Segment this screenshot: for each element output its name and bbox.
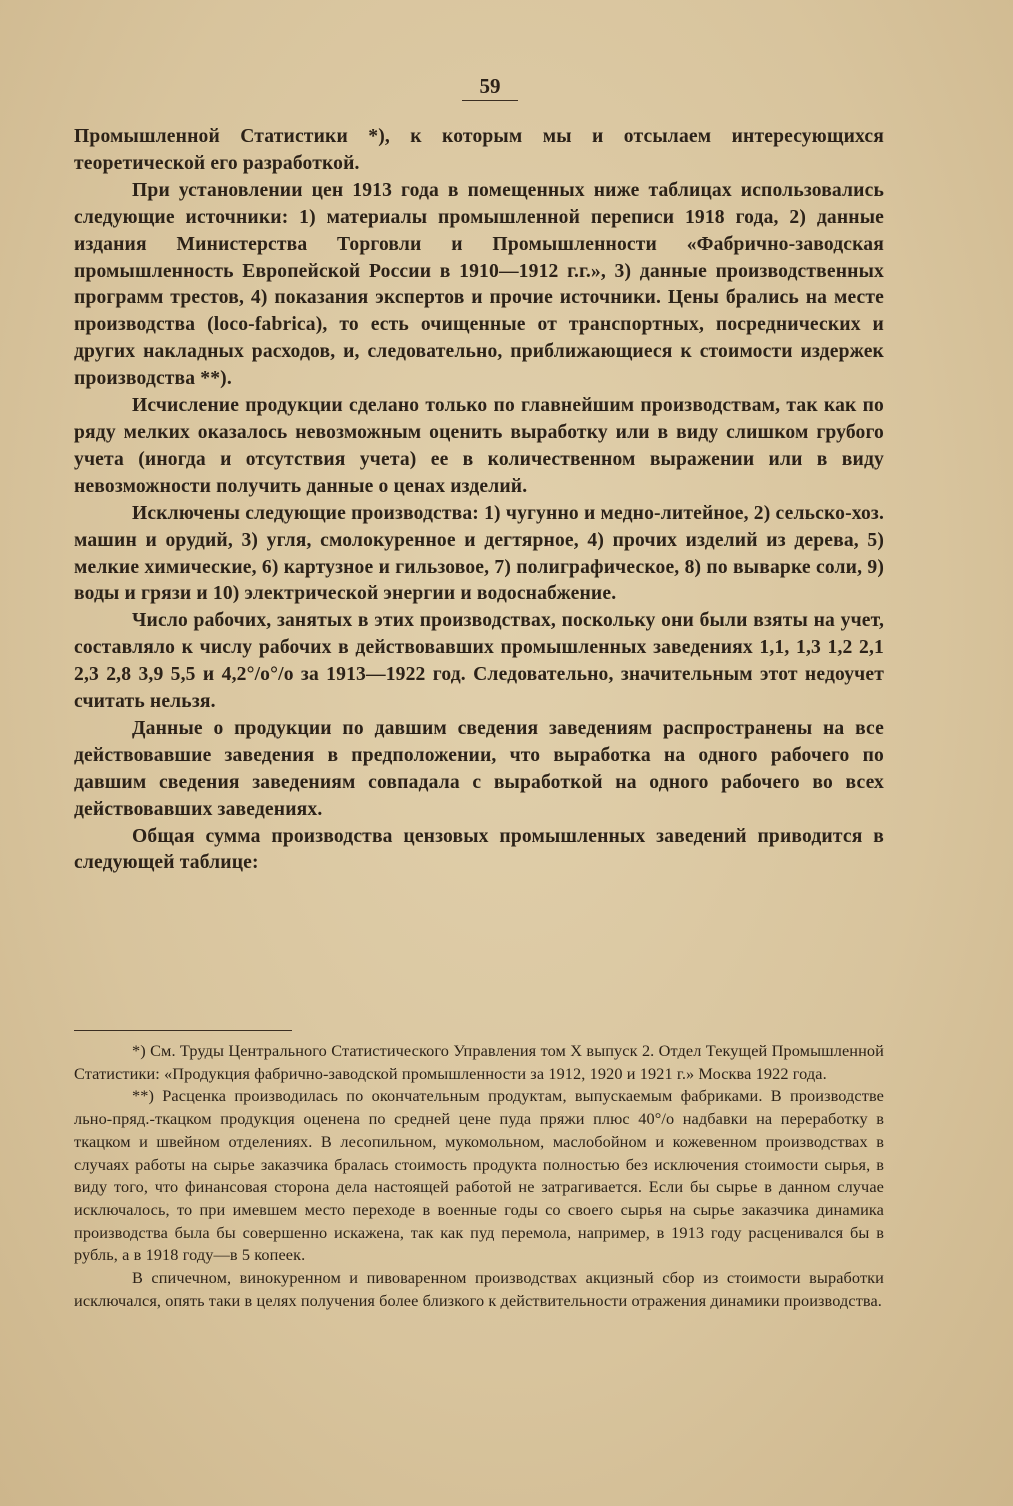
paragraph: Промышленной Статистики *), к которым мы и отсылаем интересующихся теоретической его разработкой. [74,126,884,174]
page-number-underline [462,100,518,101]
footnote-separator [74,1030,292,1031]
paragraph: Исчисление продукции сделано только по главнейшим производствам, так как по ряду мелких оказалось невозможным оценить выработку или в виду слишком грубого учета (иногда и отсутствия учета) ее в количественном выражении или в виду невозможности получить данные о ценах изделий. [74,395,884,497]
paragraph: Общая сумма производства цензовых промышленных заведений приводится в следующей таблице: [74,825,884,874]
footnote: В спичечном, винокуренном и пивоваренном производствах акцизный сбор из стоимости выработки исключался, опять таки в целях получения более близкого к действительности отражения динамики производства. [74,1268,884,1310]
page-number: 59 [479,74,501,98]
main-text [74,124,884,877]
footnote: **) Расценка производилась по окончательным продуктам, выпускаемым фабриками. В производстве льно-пряд.-ткацком продукция оценена по средней цене пуда пряжи плюс 40°/о надбавки на переработку в ткацком и швейном отделениях. В лесопильном, мукомольном, маслобойном и кожевенном производствах в случаях работы на сырье заказчика бралась стоимость продукта полностью без исключения стоимости сырья, в виду того, что финансовая сторона дела настоящей работой не затрагивается. Если бы сырье в данном случае исключалось, то при имевшем место переходе в военные годы со своего сырья на сырье заказчика динамика производства была бы совершенно искажена, так как пуд перемола, например, в 1913 году расценивался бы в рубль, а в 1918 году—в 5 копеек. [74,1086,884,1265]
footnote: *) См. Труды Центрального Статистического Управления том X выпуск 2. Отдел Текущей Промышленной Статистики: «Продукция фабрично-заводской промышленности за 1912, 1920 и 1921 г.» Москва 1922 года. [74,1041,884,1083]
footnotes [74,1040,884,1312]
paragraph: Число рабочих, занятых в этих производствах, поскольку они были взяты на учет, составляло к числу рабочих в действовавших промышленных заведениях 1,1, 1,3 1,2 2,1 2,3 2,8 3,9 5,5 и 4,2°/о°/о за 1913—1922 год. Следовательно, значительным этот недоучет считать нельзя. [74,610,884,713]
paragraph: Исключены следующие производства: 1) чугунно и медно-литейное, 2) сельско-хоз. машин и орудий, 3) угля, смолокуренное и дегтярное, 4) прочих изделий из дерева, 5) мелкие химические, 6) картузное и гильзовое, 7) полиграфическое, 8) по выварке соли, 9) воды и грязи и 10) электрической энергии и водоснабжение. [74,502,884,605]
paragraph: Данные о продукции по давшим сведения заведениям распространены на все действовавшие заведения в предположении, что выработка на одного рабочего по давшим сведения заведениям совпадала с выработкой на одного рабочего во всех действовавших заведениях. [74,717,884,820]
paragraph: При установлении цен 1913 года в помещенных ниже таблицах использовались следующие источники: 1) материалы промышленной переписи 1918 года, 2) данные издания Министерства Торговли и Промышленности «Фабрично-заводская промышленность Европейской России в 1910—1912 г.г.», 3) данные производственных программ трестов, 4) показания экспертов и прочие источники. Цены брались на месте производства (loco-fabrica), то есть очищенные от транспортных, посреднических и других накладных расходов, и, следовательно, приближающиеся к стоимости издержек производства **). [74,179,884,390]
